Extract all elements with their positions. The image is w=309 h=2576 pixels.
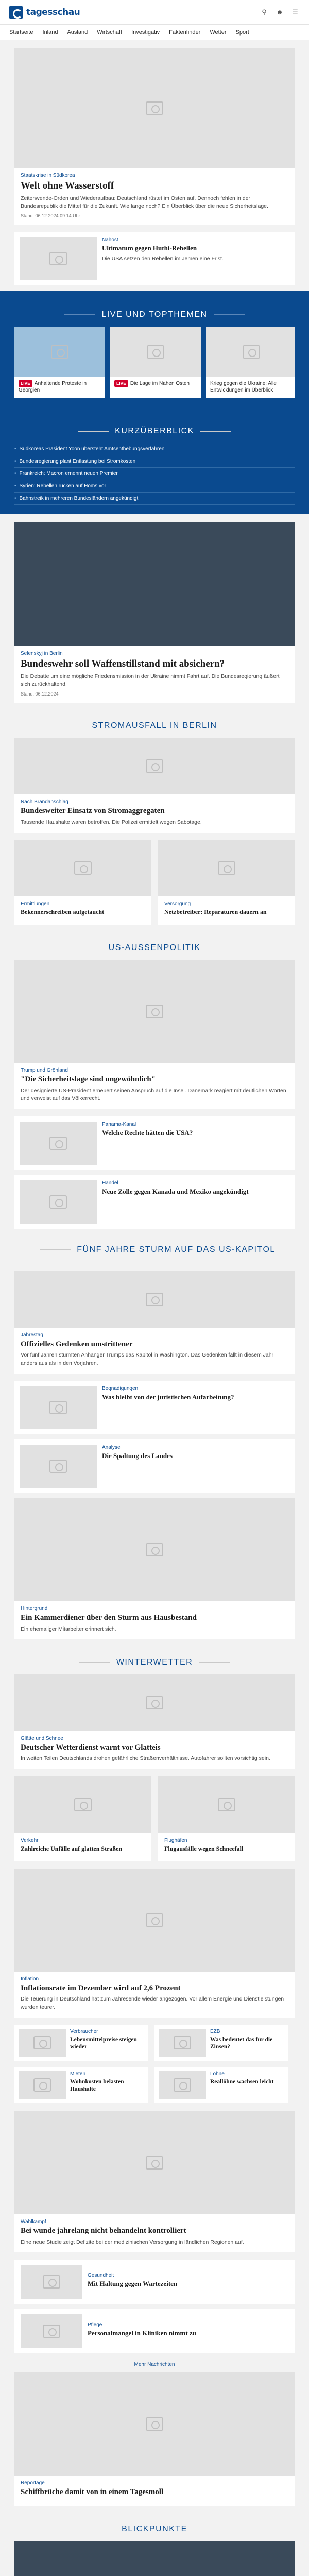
strom-item[interactable] <box>14 840 151 925</box>
inflation-headline[interactable]: Inflationsrate im Dezember wird auf 2,6 Prozent <box>21 1984 181 1992</box>
image-placeholder-icon <box>147 345 164 359</box>
strom-item[interactable] <box>158 840 295 925</box>
section-title-blickpunkte: BLICKPUNKTE <box>14 2513 295 2541</box>
image-placeholder-icon <box>43 2325 60 2338</box>
image-placeholder-icon <box>243 345 260 359</box>
main-nav <box>0 25 309 40</box>
strom-item-headline[interactable]: Netzbetreiber: Reparaturen dauern an <box>164 908 267 916</box>
capitol-wide-text: Ein ehemaliger Mitarbeiter erinnert sich. <box>21 1625 116 1632</box>
mixed-item-headline[interactable]: Personalmangel in Kliniken nimmt zu <box>88 2329 196 2337</box>
feature2-headline[interactable]: Schiffbrüche damit von in einem Tagesmoll <box>21 2487 164 2496</box>
nav-item-ausland[interactable]: Ausland <box>67 29 88 36</box>
strom-text: Tausende Haushalte waren betroffen. Die Polizei ermittelt wegen Sabotage. <box>21 819 202 826</box>
image-placeholder-icon <box>146 1696 163 1709</box>
brief-item-text[interactable]: • Syrien: Rebellen rücken auf Homs vor <box>19 483 106 489</box>
mixed-item-image[interactable] <box>21 2265 82 2299</box>
inflation-topline: Inflation <box>21 1976 39 1982</box>
strom-item-topline: Versorgung <box>164 901 191 907</box>
capitol-text: Vor fünf Jahren stürmten Anhänger Trumps das Kapitol in Washington. Das Gedenken fällt in diesem Jahr anders aus als in den Vorjahren. <box>21 1352 274 1366</box>
winter-item-image[interactable] <box>14 1776 151 1833</box>
lead-area <box>0 48 309 285</box>
live-card[interactable] <box>110 327 201 398</box>
live-badge: LIVE <box>114 380 128 387</box>
usa-item[interactable] <box>14 1116 295 1170</box>
mixed-text: Eine neue Studie zeigt Defizite bei der medizinischen Versorgung in ländlichen Regionen auf. <box>21 2239 244 2245</box>
image-placeholder-icon <box>74 861 92 875</box>
live-card-caption[interactable]: Krieg gegen die Ukraine: Alle Entwicklungen im Überblick <box>210 381 277 394</box>
mixed-item-image[interactable] <box>21 2314 82 2348</box>
more-news-link[interactable]: Mehr Nachrichten <box>134 2361 175 2367</box>
image-placeholder-icon <box>49 1401 67 1414</box>
lead-headline[interactable]: Welt ohne Wasserstoff <box>21 180 114 191</box>
image-placeholder-icon <box>146 1293 163 1306</box>
mixed-item[interactable] <box>14 2260 295 2304</box>
usa-text: Der designierte US-Präsident erneuert seinen Anspruch auf die Insel. Dänemark reagiert mit deutlichen Worten und verweist auf das Völkerrecht. <box>21 1088 286 1102</box>
strom-item-headline[interactable]: Bekennerschreiben aufgetaucht <box>21 908 105 916</box>
live-card[interactable] <box>206 327 295 398</box>
winter-item[interactable] <box>158 1776 295 1861</box>
mixed-item-topline: Pflege <box>88 2322 102 2328</box>
image-placeholder-icon <box>33 2078 51 2092</box>
image-placeholder-icon <box>146 101 163 115</box>
feature2-image[interactable] <box>14 2372 295 2476</box>
winter-lead[interactable] <box>14 1674 295 1769</box>
capitol-item-image[interactable] <box>20 1445 97 1488</box>
usa-item-headline[interactable]: Welche Rechte hätten die USA? <box>102 1128 193 1137</box>
capitol-wide-headline[interactable]: Ein Kammerdiener über den Sturm aus Hausbestand <box>21 1613 197 1622</box>
mixed-item-headline[interactable]: Mit Haltung gegen Wartezeiten <box>88 2280 178 2288</box>
brief-item-text[interactable]: • Bahnstreik in mehreren Bundesländern angekündigt <box>19 496 139 502</box>
image-placeholder-icon <box>43 2275 60 2289</box>
capitol-headline[interactable]: Offizielles Gedenken umstrittener <box>21 1340 133 1348</box>
capitol-item-headline[interactable]: Was bleibt von der juristischen Aufarbeitung? <box>102 1393 234 1401</box>
feature-image[interactable] <box>14 522 295 646</box>
feature2-topline: Reportage <box>21 2480 45 2486</box>
section-title-winter: WINTERWETTER <box>14 1647 295 1674</box>
strom-lead-image[interactable] <box>14 738 295 794</box>
mini-teaser[interactable] <box>14 2025 148 2061</box>
lead-topline: Staatskrise in Südkorea <box>21 173 75 178</box>
mixed-item-topline: Gesundheit <box>88 2273 114 2279</box>
image-placeholder-icon <box>218 1798 235 1811</box>
image-placeholder-icon <box>49 1137 67 1150</box>
mini-image[interactable] <box>19 2029 66 2057</box>
menu-icon[interactable]: ☰ <box>292 8 298 16</box>
nav-item-wirtschaft[interactable]: Wirtschaft <box>97 29 123 36</box>
logo-text[interactable]: tagesschau <box>26 7 80 18</box>
mini-teaser[interactable] <box>154 2067 288 2103</box>
second-headline[interactable]: Ultimatum gegen Huthi-Rebellen <box>102 244 197 252</box>
inflation-mini-grid <box>14 2025 295 2103</box>
strom-row <box>14 840 295 932</box>
nav-item-sport[interactable]: Sport <box>235 29 249 36</box>
feature-text: Die Debatte um eine mögliche Friedensmission in der Ukraine nimmt Fahrt auf. Die Bundesregierung äußert sich zurückhaltend. <box>21 673 280 688</box>
mini-teaser[interactable] <box>14 2067 148 2103</box>
image-placeholder-icon <box>49 1460 67 1473</box>
brief-list <box>14 443 295 505</box>
live-card-image[interactable] <box>110 327 201 377</box>
feature-teaser[interactable] <box>14 522 295 703</box>
feature-headline[interactable]: Bundeswehr soll Waffenstillstand mit absichern? <box>21 658 225 670</box>
usa-item-topline: Handel <box>102 1180 118 1186</box>
live-card[interactable] <box>14 327 105 398</box>
account-icon[interactable]: ☻ <box>276 8 283 16</box>
brief-title: KURZÜBERBLICK <box>14 415 295 443</box>
image-placeholder-icon <box>146 1913 163 1927</box>
nav-item-investigativ[interactable]: Investigativ <box>131 29 160 36</box>
usa-headline[interactable]: "Die Sicherheitslage sind ungewöhnlich" <box>21 1075 156 1084</box>
top-icons <box>260 8 300 17</box>
capitol-lead[interactable] <box>14 1271 295 1374</box>
inflation-text: Die Teuerung in Deutschland hat zum Jahresende wieder angezogen. Vor allem Energie und Dienstleistungen wurden teurer. <box>21 1996 284 2010</box>
image-placeholder-icon <box>218 861 235 875</box>
second-image[interactable] <box>20 237 97 280</box>
strom-item-image[interactable] <box>14 840 151 896</box>
usa-item-image[interactable] <box>20 1122 97 1165</box>
capitol-item[interactable] <box>14 1439 295 1493</box>
lead-meta: Stand: 06.12.2024 09:14 Uhr <box>21 213 80 219</box>
usa-item-image[interactable] <box>20 1180 97 1224</box>
winter-lead-image[interactable] <box>14 1674 295 1731</box>
winter-item-headline[interactable]: Flugausfälle wegen Schneefall <box>164 1844 244 1852</box>
winter-topline: Glätte und Schnee <box>21 1735 63 1741</box>
winter-item-headline[interactable]: Zahlreiche Unfälle auf glatten Straßen <box>21 1844 123 1852</box>
tagesschau-logo-icon[interactable] <box>9 6 23 19</box>
live-card-image[interactable] <box>14 327 105 377</box>
live-card-caption[interactable]: Anhaltende Proteste in Georgien <box>19 381 87 394</box>
mini-topline: Löhne <box>210 2071 225 2077</box>
live-card-image[interactable] <box>206 327 295 377</box>
brief-item[interactable] <box>14 455 295 468</box>
image-placeholder-icon <box>146 759 163 773</box>
winter-item-topline: Flughäfen <box>164 1837 187 1843</box>
mini-image[interactable] <box>159 2029 206 2057</box>
winter-item[interactable] <box>14 1776 151 1861</box>
capitol-item[interactable] <box>14 1381 295 1434</box>
section-title-usa: US-AUSSENPOLITIK <box>14 932 295 960</box>
mini-headline[interactable]: Lebensmittelpreise steigen wieder <box>70 2036 137 2050</box>
search-icon[interactable]: ⚲ <box>262 8 267 16</box>
image-placeholder-icon <box>74 1798 92 1811</box>
nav-item-faktenfinder[interactable]: Faktenfinder <box>169 29 201 36</box>
image-placeholder-icon <box>146 1543 163 1556</box>
blickpunkte-image[interactable] <box>14 2541 295 2576</box>
brief-box <box>0 408 309 514</box>
lead-image[interactable] <box>14 48 295 168</box>
live-card-caption[interactable]: Die Lage im Nahen Osten <box>130 381 190 387</box>
brief-item-text[interactable]: • Bundesregierung plant Entlastung bei Stromkosten <box>19 459 136 465</box>
mini-topline: Mieten <box>70 2071 86 2077</box>
image-placeholder-icon <box>33 2036 51 2049</box>
nav-item-start[interactable]: Startseite <box>9 29 33 36</box>
image-placeholder-icon <box>49 252 67 265</box>
feature2-teaser[interactable] <box>14 2372 295 2506</box>
mixed-lead-image[interactable] <box>14 2111 295 2214</box>
mini-headline[interactable]: Was bedeutet das für die Zinsen? <box>210 2036 273 2050</box>
strom-topline: Nach Brandanschlag <box>21 799 68 805</box>
feature-meta: Stand: 06.12.2024 <box>21 691 59 697</box>
usa-item-topline: Panama-Kanal <box>102 1121 136 1127</box>
blickpunkte-teaser[interactable] <box>14 2541 295 2576</box>
capitol-topline: Jahrestag <box>21 1332 43 1338</box>
mini-headline[interactable]: Wohnkosten belasten Haushalte <box>70 2078 124 2093</box>
image-placeholder-icon <box>51 345 68 359</box>
winter-row <box>14 1776 295 1869</box>
live-band <box>0 291 309 408</box>
brief-item[interactable] <box>14 480 295 493</box>
second-topline: Nahost <box>102 237 118 243</box>
image-placeholder-icon <box>174 2078 191 2092</box>
usa-topline: Trump und Grönland <box>21 1067 68 1074</box>
strom-headline[interactable]: Bundesweiter Einsatz von Stromaggregaten <box>21 807 165 816</box>
live-badge: LIVE <box>19 380 32 387</box>
brief-item[interactable] <box>14 468 295 480</box>
mini-image[interactable] <box>159 2071 206 2099</box>
mini-topline: EZB <box>210 2028 220 2035</box>
usa-item-headline[interactable]: Neue Zölle gegen Kanada und Mexiko angekündigt <box>102 1187 249 1195</box>
winter-item-image[interactable] <box>158 1776 295 1833</box>
capitol-wide[interactable] <box>14 1498 295 1639</box>
brief-item-text[interactable]: • Südkoreas Präsident Yoon übersteht Amtsenthebungsverfahren <box>19 446 165 452</box>
mixed-item[interactable] <box>14 2309 295 2353</box>
brief-item-text[interactable]: • Frankreich: Macron ernennt neuen Premier <box>19 471 118 477</box>
nav-item-inland[interactable]: Inland <box>42 29 58 36</box>
mini-teaser[interactable] <box>154 2025 288 2061</box>
capitol-item-headline[interactable]: Die Spaltung des Landes <box>102 1451 173 1460</box>
capitol-item-image[interactable] <box>20 1386 97 1429</box>
top-bar <box>0 0 309 25</box>
live-section-title: LIVE UND TOPTHEMEN <box>14 299 295 327</box>
capitol-item-topline: Analyse <box>102 1444 121 1450</box>
capitol-lead-image[interactable] <box>14 1271 295 1328</box>
winter-text: In weiten Teilen Deutschlands drohen gefährliche Straßenverhältnisse. Autofahrer sollten vorsichtig sein. <box>21 1755 270 1762</box>
inflation-lead[interactable] <box>14 1869 295 2018</box>
section-title-capitol: FÜNF JAHRE STURM AUF DAS US-KAPITOL <box>14 1234 295 1271</box>
image-placeholder-icon <box>174 2036 191 2049</box>
nav-item-wetter[interactable]: Wetter <box>210 29 227 36</box>
mini-topline: Verbraucher <box>70 2028 98 2035</box>
image-placeholder-icon <box>146 2417 163 2431</box>
lead-text: Zeitenwende-Orden und Wiederaufbau: Deutschland rüstet im Osten auf. Dennoch fehlen in der Bundesrepublik die Mittel für die Zukunft. Wie lange noch? Ein Überblick über die neue Sicherheitslage. <box>21 195 268 209</box>
brief-item[interactable] <box>14 443 295 455</box>
brief-item[interactable] <box>14 493 295 505</box>
mini-headline[interactable]: Reallöhne wachsen leicht <box>210 2078 274 2085</box>
feature-area <box>0 522 309 2576</box>
capitol-item-topline: Begnadigungen <box>102 1385 139 1392</box>
strom-item-topline: Ermittlungen <box>21 901 50 907</box>
mixed-topline: Wahlkampf <box>21 2218 46 2225</box>
second-teaser[interactable] <box>14 232 295 285</box>
strom-lead[interactable] <box>14 738 295 833</box>
mixed-headline[interactable]: Bei wunde jahrelang nicht behandelnt kontrolliert <box>21 2226 186 2235</box>
winter-item-topline: Verkehr <box>21 1837 39 1843</box>
section-title-strom: STROMAUSFALL IN BERLIN <box>14 710 295 738</box>
live-strip <box>14 327 295 398</box>
image-placeholder-icon <box>49 1195 67 1209</box>
usa-item[interactable] <box>14 1175 295 1229</box>
mini-image[interactable] <box>19 2071 66 2099</box>
lead-teaser[interactable] <box>14 48 295 225</box>
inflation-image[interactable] <box>14 1869 295 1972</box>
strom-item-image[interactable] <box>158 840 295 896</box>
second-text: Die USA setzen den Rebellen im Jemen eine Frist. <box>102 256 224 262</box>
capitol-wide-topline: Hintergrund <box>21 1605 48 1612</box>
image-placeholder-icon <box>146 2156 163 2170</box>
usa-lead-image[interactable] <box>14 960 295 1063</box>
mixed-lead[interactable] <box>14 2111 295 2252</box>
capitol-wide-image[interactable] <box>14 1498 295 1601</box>
image-placeholder-icon <box>146 1005 163 1018</box>
feature-topline: Selenskyj in Berlin <box>21 651 63 657</box>
winter-headline[interactable]: Deutscher Wetterdienst warnt vor Glatteis <box>21 1743 161 1752</box>
usa-lead[interactable] <box>14 960 295 1109</box>
